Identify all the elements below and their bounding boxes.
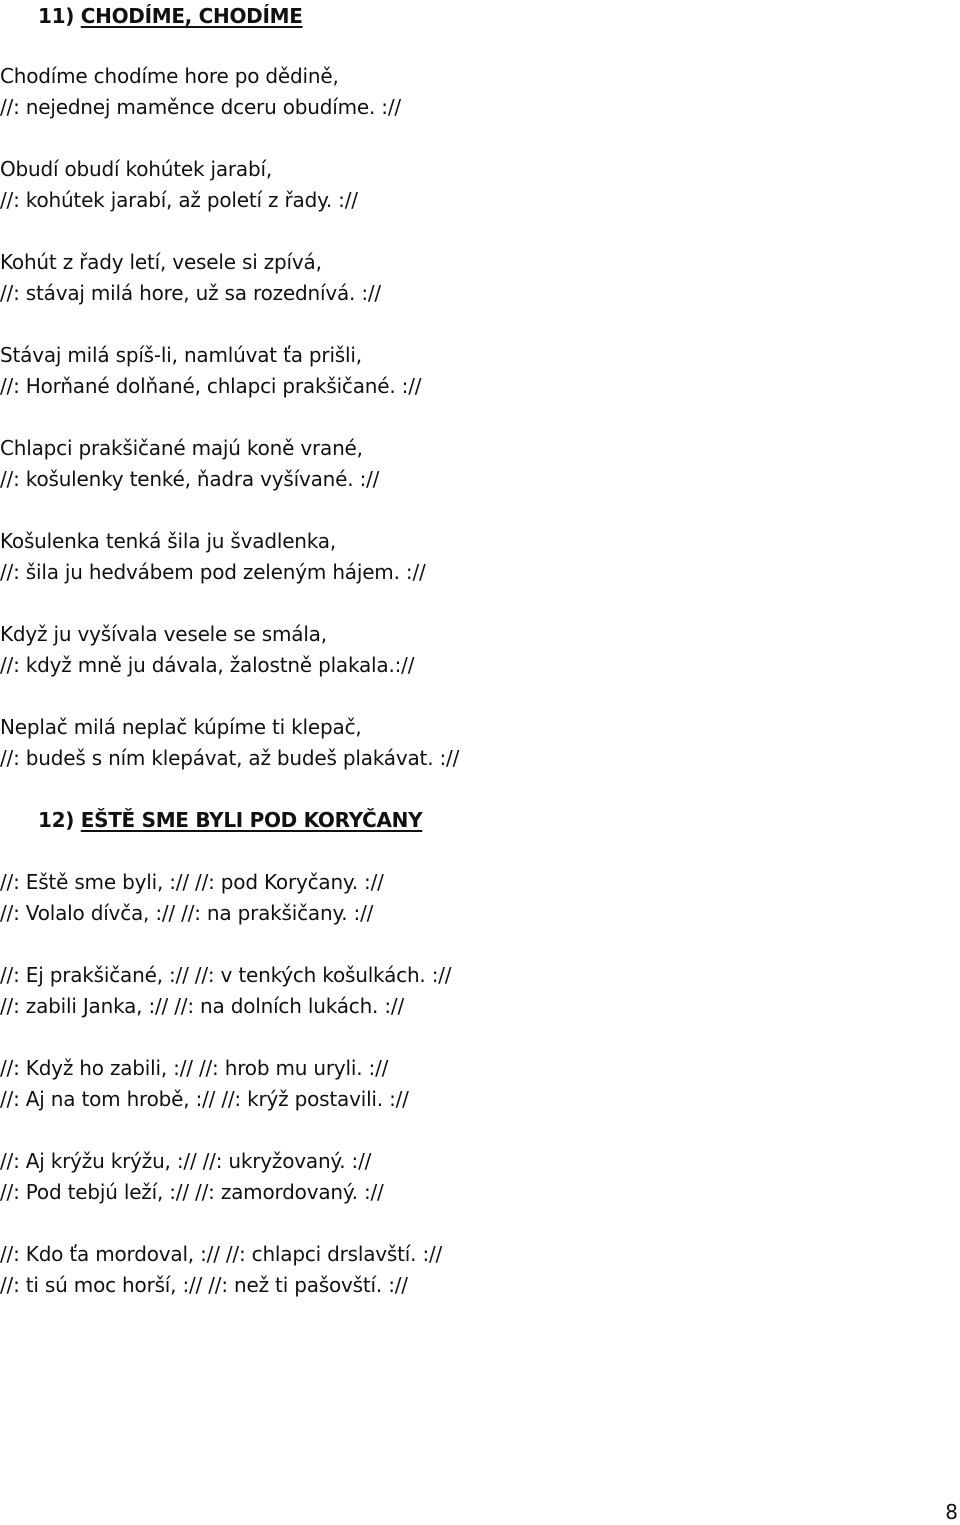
- lyric-line: //: nejednej maměnce dceru obudíme. ://: [0, 95, 401, 119]
- lyric-line: //: Eště sme byli, :// //: pod Koryčany. ://: [0, 870, 384, 894]
- lyric-line: //: kohútek jarabí, až poletí z řady. ://: [0, 188, 358, 212]
- song-heading: [38, 808, 422, 832]
- lyric-line: Chlapci prakšičané majú koně vrané,: [0, 436, 363, 460]
- lyric-line: Košulenka tenká šila ju švadlenka,: [0, 529, 337, 553]
- song-title: EŠTĚ SME BYLI POD KORYČANY: [80, 808, 423, 832]
- page-number: 8: [945, 1500, 958, 1524]
- lyric-line: //: Když ho zabili, :// //: hrob mu uryli. ://: [0, 1056, 389, 1080]
- lyric-line: //: Volalo dívča, :// //: na prakšičany. ://: [0, 901, 374, 925]
- lyric-line: //: Aj na tom hrobě, :// //: krýž postavili. ://: [0, 1087, 409, 1111]
- lyric-line: Když ju vyšívala vesele se smála,: [0, 622, 327, 646]
- lyric-line: //: zabili Janka, :// //: na dolních lukách. ://: [0, 994, 404, 1018]
- song-title: CHODÍME, CHODÍME: [80, 4, 303, 28]
- lyric-line: Kohút z řady letí, vesele si zpívá,: [0, 250, 322, 274]
- lyric-line: //: Ej prakšičané, :// //: v tenkých košulkách. ://: [0, 963, 452, 987]
- lyric-line: Stávaj milá spíš-li, namlúvat ťa prišli,: [0, 343, 362, 367]
- lyric-line: //: budeš s ním klepávat, až budeš plakávat. ://: [0, 746, 460, 770]
- lyric-line: //: košulenky tenké, ňadra vyšívané. ://: [0, 467, 380, 491]
- lyric-line: Obudí obudí kohútek jarabí,: [0, 157, 272, 181]
- lyric-line: Neplač milá neplač kúpíme ti klepač,: [0, 715, 362, 739]
- lyric-line: //: Pod tebjú leží, :// //: zamordovaný. ://: [0, 1180, 384, 1204]
- lyric-line: //: když mně ju dávala, žalostně plakala.://: [0, 653, 415, 677]
- song-number: 11): [38, 4, 75, 28]
- lyric-line: //: šila ju hedvábem pod zeleným hájem. ://: [0, 560, 426, 584]
- lyric-line: //: Aj krýžu krýžu, :// //: ukryžovaný. ://: [0, 1149, 372, 1173]
- song-heading: [38, 4, 303, 28]
- lyric-line: //: stávaj milá hore, už sa rozednívá. ://: [0, 281, 381, 305]
- lyric-line: Chodíme chodíme hore po dědině,: [0, 64, 339, 88]
- song-number: 12): [38, 808, 75, 832]
- lyric-line: //: ti sú moc horší, :// //: než ti pašovští. ://: [0, 1273, 408, 1297]
- lyric-line: //: Kdo ťa mordoval, :// //: chlapci drslavští. ://: [0, 1242, 443, 1266]
- lyric-line: //: Horňané dolňané, chlapci prakšičané. ://: [0, 374, 422, 398]
